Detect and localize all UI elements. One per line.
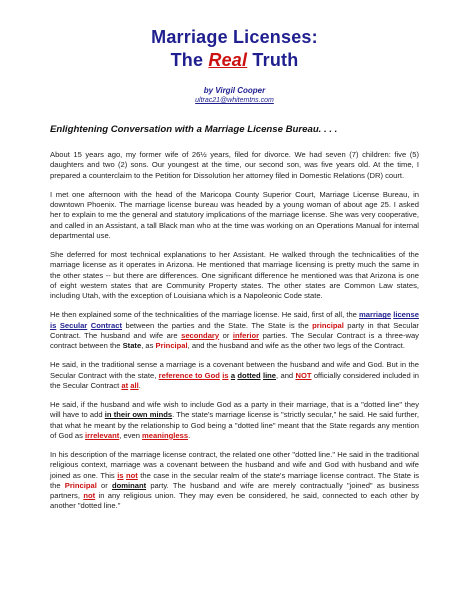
- author-byline: by Virgil Cooper: [203, 86, 266, 95]
- p7-text: or: [96, 480, 112, 490]
- title-suffix: Truth: [247, 50, 299, 70]
- kw-license: license: [393, 310, 419, 320]
- p7-text: the case in the secular realm of the state's marriage license contract. The State is the: [50, 470, 419, 490]
- paragraph-2: I met one afternoon with the head of the Maricopa County Superior Court, Marriage License Bureau, in downtown Phoenix. The marriage license bureau was headed by a young woman of about age 25. I asked her to explain to me the general and statutory implications of the marriage license. She was very cooperative, and called in an Assistant, a tall Black man who at the time was working on an Operations Manual for internal departmental use.: [50, 189, 419, 240]
- paragraph-4: [50, 310, 419, 351]
- kw-dominant: dominant: [111, 480, 147, 490]
- kw-a: a: [230, 370, 236, 380]
- kw-irrelevant: irrelevant: [85, 430, 120, 440]
- p4-text: , and the husband and wife as the other two legs of the Contract.: [187, 341, 406, 350]
- kw-principal-cap: Principal: [155, 341, 188, 350]
- title-real-emphasis: Real: [208, 50, 248, 70]
- p4-text: between the parties and the State. The State is the: [122, 320, 313, 330]
- p6-text: .: [188, 430, 191, 440]
- kw-inferior: inferior: [232, 330, 260, 340]
- p7-text: In his description of the marriage license contract, the related one other "dotted line." He said in the traditional religious context, marriage was a covenant between the husband and wife and God with husband and wife joined as one. This: [50, 450, 419, 480]
- section-heading: Enlightening Conversation with a Marriage License Bureau. . . .: [50, 124, 338, 135]
- kw-marriage: marriage: [359, 310, 392, 320]
- p7-text: party. The husband and wife are merely contractually "joined" as business partners,: [50, 480, 419, 500]
- kw-not: not: [126, 470, 138, 480]
- title-line-1: Marriage Licenses:: [151, 27, 318, 47]
- kw-line: line: [262, 370, 277, 380]
- kw-principal: principal: [312, 320, 344, 330]
- kw-not: NOT: [295, 370, 312, 380]
- author-email-link[interactable]: ultrac21@whitemtns.com: [195, 97, 274, 104]
- kw-state: State: [122, 341, 142, 350]
- kw-at: at: [121, 380, 129, 390]
- paragraph-5: [50, 360, 419, 391]
- title-prefix: The: [170, 50, 209, 70]
- p7-text: in any religious union. They may even be considered, he said, connected to each other by another "dotted line.": [50, 491, 420, 511]
- kw-contract: Contract: [90, 320, 122, 330]
- kw-is: is: [117, 470, 124, 480]
- paragraph-1: About 15 years ago, my former wife of 26½ years, filed for divorce. We had seven (7) children: five (5) daughters and two (2) sons. Our youngest at the time, our second son, was five years old. At the time, I prepared a counterclaim to the Petition for Dissolution her attorney filed in Domestic Relations (DR) court.: [50, 150, 419, 180]
- kw-meaningless: meaningless: [142, 430, 189, 440]
- paragraph-6: [50, 400, 419, 441]
- p4-text: , as: [141, 341, 156, 350]
- p6-text: . The state's marriage license is "strictly secular," he said. He said further, that what he meant by the relationship to God being a "dotted line" meant that the State regards any mention of God as: [50, 410, 419, 440]
- p5-text: He said, in the traditional sense a marriage is a covenant between the husband and wife and God. But in the Secular Contract with the state,: [50, 360, 419, 380]
- document-title: [50, 26, 419, 72]
- p4-text: He then explained some of the technicalities of the marriage license. He said, first of all, the: [50, 310, 360, 320]
- kw-secondary: secondary: [181, 330, 220, 340]
- kw-dotted: dotted: [237, 370, 261, 380]
- p5-text: , and: [276, 370, 296, 380]
- kw-secular: Secular: [59, 320, 88, 330]
- paragraph-3: She deferred for most technical explanations to her Assistant. He walked through the technicalities of the marriage license as it operates in Arizona. He mentioned that marriage licensing is pretty much the same in the other states -- but there are differences. One significant difference he mentioned was that Arizona is one of eight western states that are Community Property states. The other states are Common Law states, including Utah, with the exception of Louisiana which is a Napoleonic Code state.: [50, 250, 419, 300]
- kw-all: all: [130, 380, 139, 390]
- p5-text: .: [138, 380, 141, 390]
- kw-principal: Principal: [64, 480, 97, 490]
- kw-is: is: [50, 320, 57, 330]
- p5-text: officially considered included in the Secular Contract: [50, 370, 419, 390]
- kw-is: is: [222, 370, 229, 380]
- p4-text: or: [219, 330, 233, 340]
- kw-in-their-own-minds: in their own minds: [104, 410, 173, 420]
- kw-not: not: [83, 491, 96, 500]
- p4-text: party in that Secular Contract. The husband and wife are: [50, 320, 419, 340]
- paragraph-7: [50, 450, 419, 512]
- p6-text: He said, if the husband and wife wish to include God as a party in their marriage, that is a "dotted line" they will have to add: [50, 400, 419, 420]
- p4-text: parties. The Secular Contract is a three-way contract between the: [50, 330, 419, 350]
- p6-text: , even: [119, 430, 143, 440]
- kw-reference-to-god: reference to God: [158, 370, 220, 380]
